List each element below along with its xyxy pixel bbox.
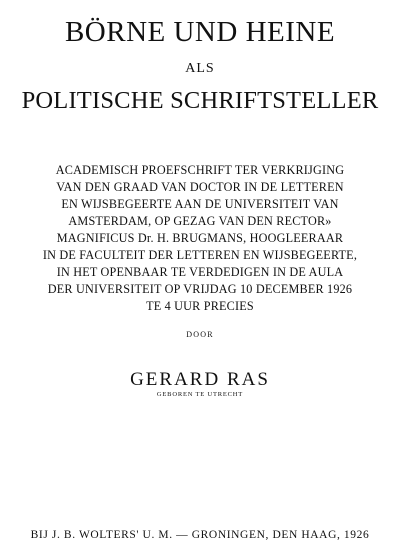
statement-line: IN HET OPENBAAR TE VERDEDIGEN IN DE AULA — [56, 265, 344, 279]
title-connector: ALS — [185, 61, 215, 76]
statement-line: TE 4 UUR PRECIES — [146, 299, 254, 313]
dissertation-statement — [0, 162, 400, 315]
author-birthplace: GEBOREN TE UTRECHT — [156, 391, 244, 398]
statement-line: VAN DEN GRAAD VAN DOCTOR IN DE LETTEREN — [56, 180, 344, 194]
statement-line: AMSTERDAM, OP GEZAG VAN DEN RECTOR» — [68, 214, 332, 228]
statement-line: DER UNIVERSITEIT OP VRIJDAG 10 DECEMBER 1926 — [47, 282, 353, 296]
subtitle: POLITISCHE SCHRIFTSTELLER — [21, 87, 379, 114]
statement-line: ACADEMISCH PROEFSCHRIFT TER VERKRIJGING — [55, 163, 345, 177]
by-label: DOOR — [186, 330, 214, 339]
main-title: BÖRNE UND HEINE — [64, 16, 336, 48]
publisher-imprint: BIJ J. B. WOLTERS' U. M. — GRONINGEN, DEN HAAG, 1926 — [30, 529, 370, 541]
statement-line: EN WIJSBEGEERTE AAN DE UNIVERSITEIT VAN — [61, 197, 339, 211]
author-name: GERARD RAS — [130, 369, 270, 390]
statement-line: IN DE FACULTEIT DER LETTEREN EN WIJSBEGEERTE, — [42, 248, 358, 262]
statement-line: MAGNIFICUS Dr. H. BRUGMANS, HOOGLEERAAR — [56, 231, 344, 245]
